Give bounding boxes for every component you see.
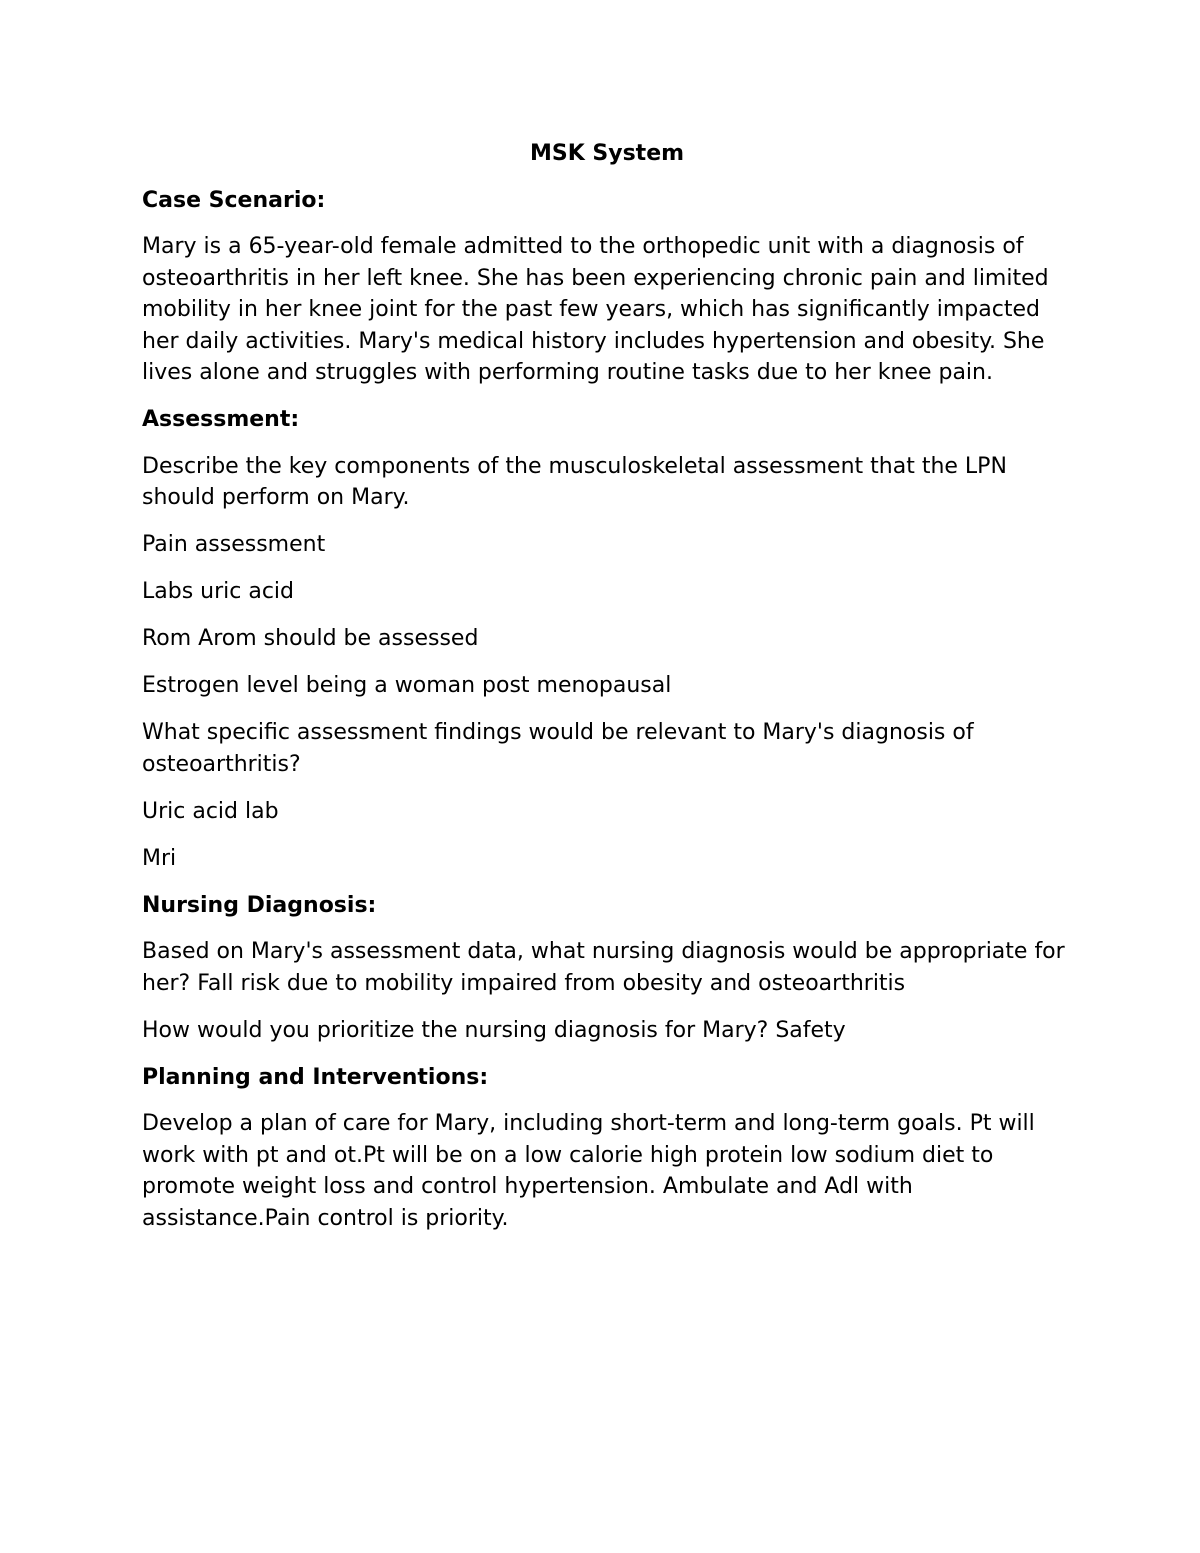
assessment-answer: Labs uric acid [142, 579, 295, 604]
nursing-diagnosis-text-1: Based on Mary's assessment data, what nursing diagnosis would be appropriate for her? Fall risk due to mobility impaired from obesity and osteoarthritis [142, 939, 1065, 996]
assessment-heading: Assessment: [142, 407, 300, 432]
assessment-answer: Estrogen level being a woman post menopausal [142, 673, 672, 698]
assessment-answer: Pain assessment [142, 532, 326, 557]
case-scenario-heading: Case Scenario: [142, 187, 326, 213]
nursing-diagnosis-text-2: How would you prioritize the nursing diagnosis for Mary? Safety [142, 1017, 846, 1043]
assessment-question-1: Describe the key components of the musculoskeletal assessment that the LPN should perform on Mary. [142, 453, 1007, 510]
document-title: MSK System [529, 141, 685, 166]
document-body [142, 138, 1072, 1250]
planning-heading: Planning and Interventions: [142, 1064, 489, 1090]
assessment-question-2: What specific assessment findings would be relevant to Mary's diagnosis of osteoarthritis? [142, 720, 974, 777]
planning-text: Develop a plan of care for Mary, including short-term and long-term goals. Pt will work with pt and ot.Pt will be on a low calorie high protein low sodium diet to promote weight loss and control hypertension. Ambulate and Adl with assistance.Pain control is priority. [142, 1111, 1035, 1231]
assessment-answer: Rom Arom should be assessed [142, 626, 479, 651]
assessment-answer: Uric acid lab [142, 798, 279, 824]
nursing-diagnosis-heading: Nursing Diagnosis: [142, 892, 377, 918]
assessment-answer: Mri [142, 845, 177, 871]
case-scenario-text: Mary is a 65-year-old female admitted to the orthopedic unit with a diagnosis of osteoarthritis in her left knee. She has been experiencing chronic pain and limited mobility in her knee joint for the past few years, which has significantly impacted her daily activities. Mary's medical history includes hypertension and obesity. She lives alone and struggles with performing routine tasks due to her knee pain. [142, 234, 1049, 385]
